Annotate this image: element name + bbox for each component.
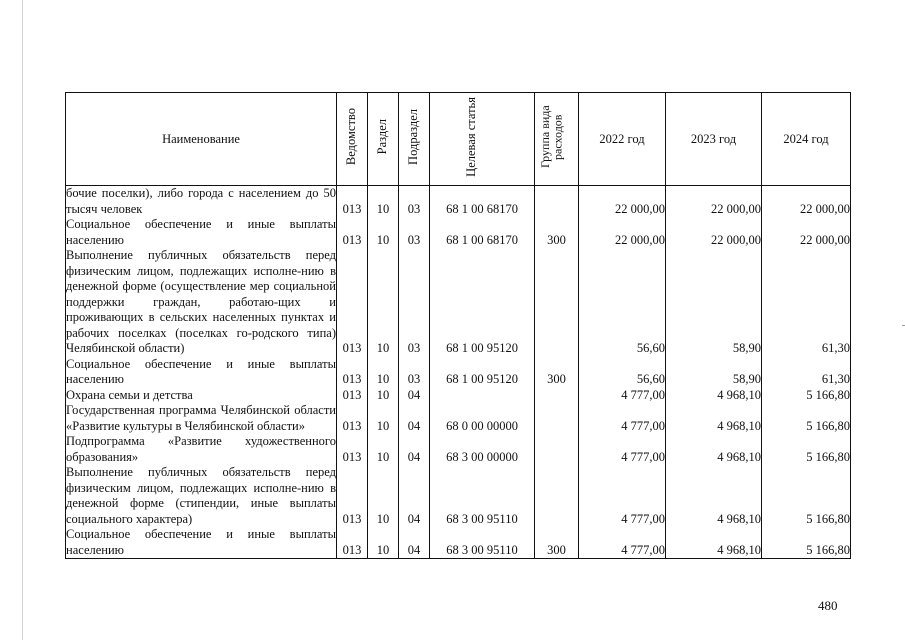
row-2024: 5 166,80 [762, 434, 851, 465]
row-section: 10 [368, 248, 399, 357]
row-2022: 4 777,00 [579, 527, 666, 559]
row-name: Государственная программа Челябинской области «Развитие культуры в Челябинской области» [66, 403, 336, 433]
row-group [535, 403, 579, 434]
row-name: Охрана семьи и детства [66, 388, 337, 404]
row-name: Социальное обеспечение и иные выплаты населению [66, 356, 336, 386]
table-row [66, 403, 851, 434]
row-2023: 58,90 [666, 357, 762, 388]
row-section: 10 [368, 465, 399, 527]
row-2024: 61,30 [762, 357, 851, 388]
row-name: Социальное обеспечение и иные выплаты населению [66, 217, 336, 247]
row-2023: 4 968,10 [666, 465, 762, 527]
row-2022: 4 777,00 [579, 434, 666, 465]
row-group [535, 248, 579, 357]
row-subsection: 04 [399, 403, 430, 434]
row-subsection: 04 [399, 434, 430, 465]
row-2024: 5 166,80 [762, 403, 851, 434]
row-name: Социальное обеспечение и иные выплаты населению [66, 527, 336, 557]
header-group: Группа вида расходов [535, 93, 579, 186]
row-2023: 22 000,00 [666, 186, 762, 218]
row-section: 10 [368, 403, 399, 434]
row-2022: 4 777,00 [579, 388, 666, 404]
row-section: 10 [368, 434, 399, 465]
row-2022: 4 777,00 [579, 465, 666, 527]
table-row [66, 465, 851, 527]
row-group [535, 465, 579, 527]
row-group: 300 [535, 527, 579, 559]
header-section: Раздел [368, 93, 399, 186]
row-2024: 5 166,80 [762, 465, 851, 527]
row-section: 10 [368, 357, 399, 388]
row-2023: 4 968,10 [666, 434, 762, 465]
row-2024: 5 166,80 [762, 527, 851, 559]
page-edge-line [22, 0, 23, 640]
page-number: 480 [818, 598, 838, 613]
table-header-row [66, 93, 851, 186]
header-name: Наименование [66, 93, 337, 186]
row-section: 10 [368, 388, 399, 404]
row-target: 68 0 00 00000 [430, 403, 535, 434]
row-group: 300 [535, 217, 579, 248]
row-name: Выполнение публичных обязательств перед физическим лицом, подлежащих исполне-нию в денежной форме (осуществление мер социальной поддержки граждан, работаю-щих и проживающих в сельских населенных пунктах и рабочих поселках (поселках го-родского типа) Челябинской области) [66, 248, 336, 355]
table-row [66, 527, 851, 559]
row-target: 68 1 00 68170 [430, 217, 535, 248]
row-dept: 013 [337, 465, 368, 527]
row-2023: 4 968,10 [666, 388, 762, 404]
row-dept: 013 [337, 388, 368, 404]
header-2022: 2022 год [579, 93, 666, 186]
row-section: 10 [368, 217, 399, 248]
row-2024: 22 000,00 [762, 217, 851, 248]
table-row [66, 217, 851, 248]
row-2022: 56,60 [579, 248, 666, 357]
row-target: 68 1 00 95120 [430, 248, 535, 357]
row-subsection: 03 [399, 186, 430, 218]
header-target: Целевая статья [430, 93, 535, 186]
row-target: 68 3 00 95110 [430, 527, 535, 559]
row-section: 10 [368, 527, 399, 559]
row-dept: 013 [337, 248, 368, 357]
row-dept: 013 [337, 217, 368, 248]
row-dept: 013 [337, 527, 368, 559]
table-row [66, 357, 851, 388]
row-subsection: 04 [399, 388, 430, 404]
row-group: 300 [535, 357, 579, 388]
row-name: Подпрограмма «Развитие художественного образования» [66, 434, 336, 464]
row-group [535, 388, 579, 404]
row-2024: 5 166,80 [762, 388, 851, 404]
row-subsection: 03 [399, 217, 430, 248]
row-dept: 013 [337, 357, 368, 388]
row-target: 68 3 00 00000 [430, 434, 535, 465]
row-target: 68 3 00 95110 [430, 465, 535, 527]
row-subsection: 03 [399, 357, 430, 388]
budget-table [65, 92, 851, 559]
row-2023: 22 000,00 [666, 217, 762, 248]
header-dept: Ведомство [337, 93, 368, 186]
table-row [66, 248, 851, 357]
row-group [535, 186, 579, 218]
row-subsection: 04 [399, 465, 430, 527]
header-2024: 2024 год [762, 93, 851, 186]
table-row [66, 434, 851, 465]
row-target [430, 388, 535, 404]
row-2022: 4 777,00 [579, 403, 666, 434]
row-2023: 58,90 [666, 248, 762, 357]
row-dept: 013 [337, 403, 368, 434]
table-row [66, 186, 851, 218]
row-2024: 61,30 [762, 248, 851, 357]
row-group [535, 434, 579, 465]
row-2022: 22 000,00 [579, 217, 666, 248]
row-dept: 013 [337, 186, 368, 218]
row-2023: 4 968,10 [666, 527, 762, 559]
header-2023: 2023 год [666, 93, 762, 186]
header-subsection: Подраздел [399, 93, 430, 186]
row-2023: 4 968,10 [666, 403, 762, 434]
row-section: 10 [368, 186, 399, 218]
row-2022: 22 000,00 [579, 186, 666, 218]
table-row [66, 388, 851, 404]
row-target: 68 1 00 68170 [430, 186, 535, 218]
row-target: 68 1 00 95120 [430, 357, 535, 388]
row-2022: 56,60 [579, 357, 666, 388]
row-name: бочие поселки), либо города с населением до 50 тысяч человек [66, 186, 336, 216]
row-subsection: 04 [399, 527, 430, 559]
row-2024: 22 000,00 [762, 186, 851, 218]
row-name: Выполнение публичных обязательств перед физическим лицом, подлежащих исполне-нию в денежной форме (стипендии, иные выплаты социального характера) [66, 465, 336, 526]
row-dept: 013 [337, 434, 368, 465]
row-subsection: 03 [399, 248, 430, 357]
